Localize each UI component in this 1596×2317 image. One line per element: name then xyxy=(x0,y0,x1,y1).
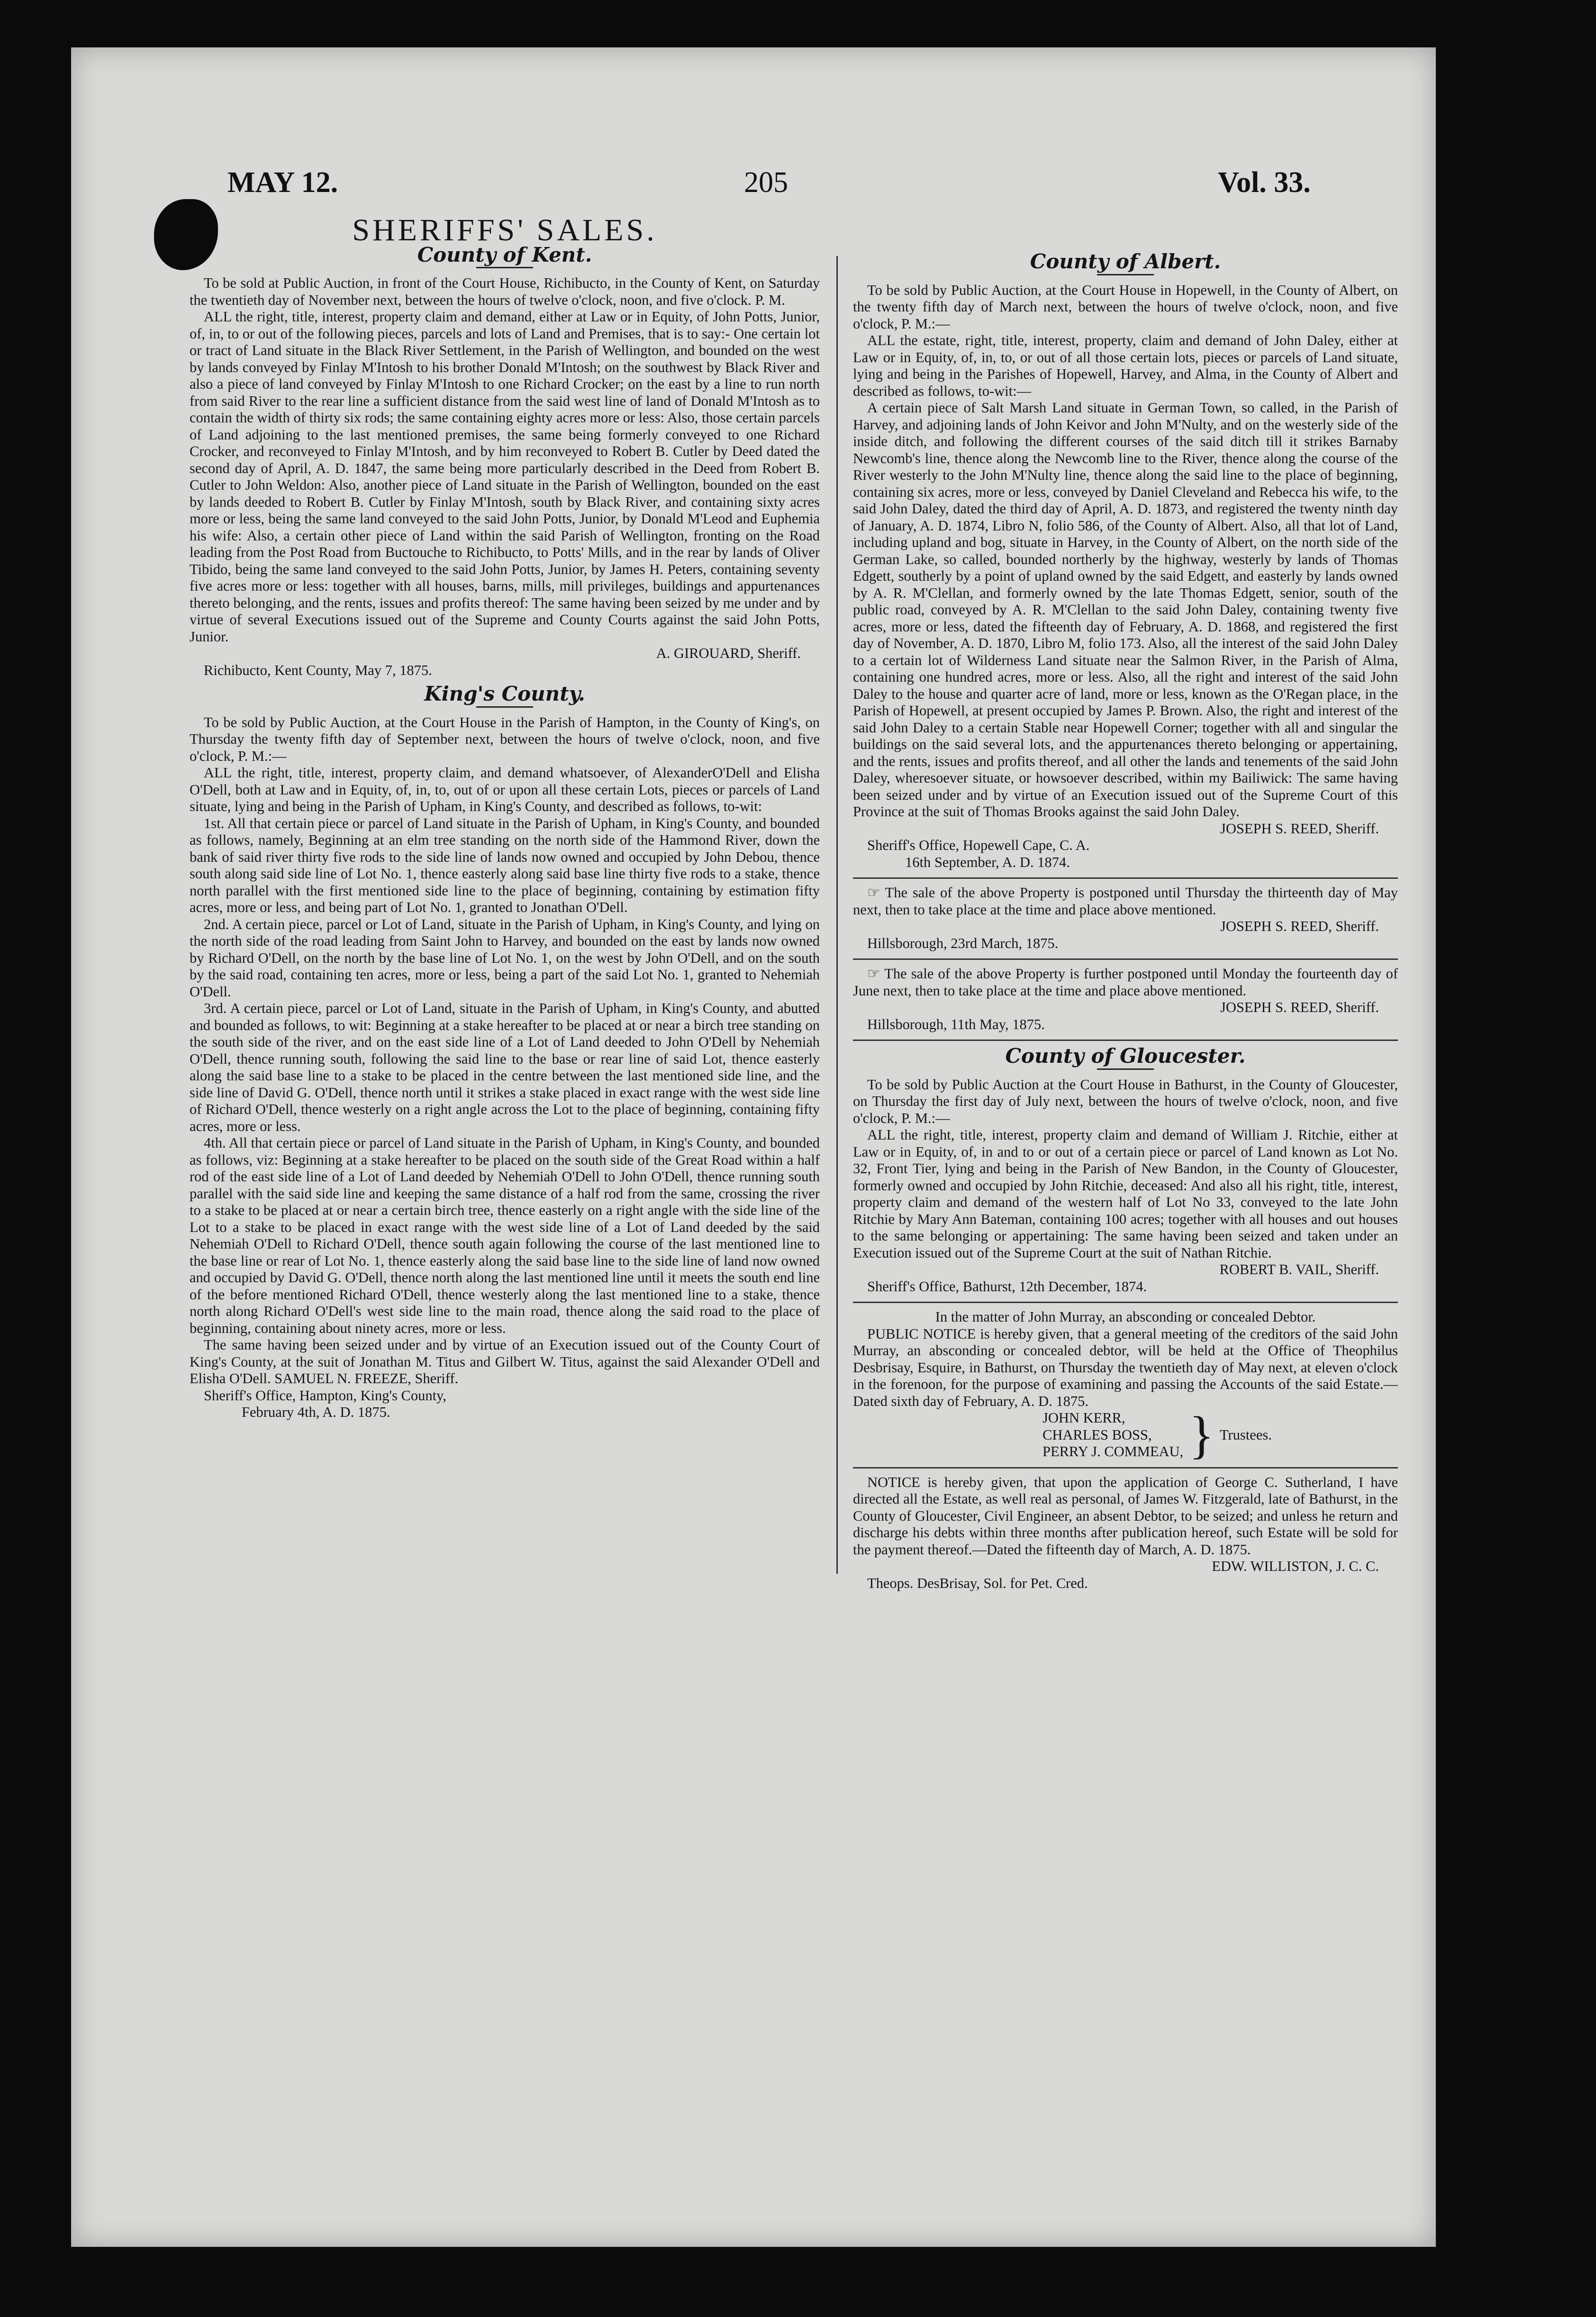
solicitor-line: Theops. DesBrisay, Sol. for Pet. Cred. xyxy=(867,1575,1088,1591)
kings-paragraph: To be sold by Public Auction, at the Court House in the Parish of Hampton, in the County of King's, on Thursday the twenty fifth day of September next, between the hours of twelve o'clock, noon, and five o'clock, P. M.:— xyxy=(190,714,820,764)
kings-paragraph: The same having been seized under and by virtue of an Execution issued out of the County Court of King's County, at the suit of Jonathan M. Titus and Gilbert W. Titus, against the said Alexander O'Dell and Elisha O'Dell. SAMUEL N. FREEZE, Sheriff. xyxy=(190,1337,820,1387)
kings-dateline: February 4th, A. D. 1875. xyxy=(242,1404,390,1420)
kings-paragraph: 4th. All that certain piece or parcel of Land situate in the Parish of Upham, in King's County, and bounded as follows, viz: Beginning at a stake hereafter to be placed on the south side of the Great Road within a half rod of the east side line of a Lot of Land deeded by Nehemiah O'Dell to John O'Dell, thence running south parallel with the said side line and keeping the same distance of a half rod from the same, crossing the river to a stake to be placed at or near a certain birch tree, thence easterly on a right angle with the side line of the Lot to a stake to be placed in exact range with the west side line of a Lot of Land deeded by the said Nehemiah O'Dell to Richard O'Dell, thence south again following the course of the last mentioned line to the base line or rear of Lot No. 1, thence easterly along the said base line to the side line of land now owned and occupied by David G. O'Dell, thence north along the last mentioned line until it meets the south end line of the before mentioned Richard O'Dell, thence westerly along the last mentioned line to a stake, thence north along Richard O'Dell's west side line to the main road, thence along the said road to the place of beginning, containing about ninety acres, more or less. xyxy=(190,1135,820,1336)
kings-paragraph: ALL the right, title, interest, property claim, and demand whatsoever, of AlexanderO'Dell and Elisha O'Dell, both at Law and in Equity, of, in, to, out of or upon all these certain Lots, pieces or parcels of Land situate, lying and being in the Parish of Upham, in King's County, and described as follows, to-wit: xyxy=(190,765,820,814)
kent-paragraph: To be sold at Public Auction, in front of the Court House, Richibucto, in the County of Kent, on Saturday the twentieth day of November next, between the hours of twelve o'clock, noon, and five o'clock. P. M. xyxy=(190,275,820,308)
albert-signature: JOSEPH S. REED, Sheriff. xyxy=(1220,820,1379,837)
fitzgerald-notice: NOTICE is hereby given, that upon the application of George C. Sutherland, I have directed all the Estate, as well real as personal, of James W. Fitzgerald, late of Bathurst, in the County of Gloucester, Civil Engineer, an absent Debtor, to be seized; and unless he return and discharge his debts within three months after publication hereof, such Estate will be sold for the payment thereof.—Dated the fifteenth day of March, A. D. 1875. xyxy=(853,1474,1398,1558)
kings-office: Sheriff's Office, Hampton, King's County, xyxy=(204,1387,446,1404)
trustees-block xyxy=(1043,1406,1398,1464)
section-divider xyxy=(853,1302,1398,1303)
fitzgerald-signature: EDW. WILLISTON, J. C. C. xyxy=(1212,1558,1379,1574)
section-divider xyxy=(853,1467,1398,1469)
kent-dateline: Richibucto, Kent County, May 7, 1875. xyxy=(204,662,432,678)
column-divider xyxy=(836,256,838,1574)
albert-paragraph: ALL the estate, right, title, interest, property, claim and demand of John Daley, either at Law or in Equity, of, in, to, or out of all those certain lots, pieces or parcels of Land situate, lying and being in the Parishes of Hopewell, Harvey, and Alma, in the County of Albert and described as follows, to-wit:— xyxy=(853,332,1398,399)
left-column xyxy=(190,213,820,1421)
heading-rule xyxy=(476,267,533,268)
postponement-signature: JOSEPH S. REED, Sheriff. xyxy=(1220,918,1379,934)
gloucester-dateline: Sheriff's Office, Bathurst, 12th December, 1874. xyxy=(867,1278,1147,1295)
albert-dateline: 16th September, A. D. 1874. xyxy=(905,854,1070,870)
volume-number: Vol. 33. xyxy=(1218,166,1311,199)
albert-paragraph: A certain piece of Salt Marsh Land situate in German Town, so called, in the Parish of Harvey, and adjoining lands of John Keivor and John M'Nulty, and on the westerly side of the inside ditch, and following the different courses of the said ditch till it strikes Barnaby Newcomb's line, thence along the Newcomb line to the River, thence along the course of the River westerly to the John M'Nulty line, thence along the said line to the place of beginning, containing six acres, more or less, conveyed by Daniel Cleveland and Rebecca his wife, to the said John Daley, dated the third day of April, A. D. 1873, and registered the twenty ninth day of January, A. D. 1874, Libro N, folio 586, of the County of Albert. Also, all that lot of Land, including upland and bog, situate in Harvey, in the County of Albert, on the north side of the German Lake, so called, bounded northerly by the highway, westerly by lands of Thomas Edgett, southerly by a point of upland owned by the said Edgett, and easterly by lands owned by A. R. M'Clellan, and formerly owned by the late Thomas Edgett, senior, south of the public road, conveyed by A. R. M'Clellan to the said John Daley, containing twenty five acres, more or less, dated the fifteenth day of February, A. D. 1868, and registered the first day of November, A. D. 1870, Libro M, folio 173. Also, all the interest of the said John Daley to a certain lot of Wilderness Land situate near the Salmon River, in the Parish of Alma, containing one hundred acres, more or less. Also, all the right and interest of the said John Daley to the house and quarter acre of land, more or less, known as the O'Regan place, in the Parish of Hopewell, at present occupied by James P. Brown. Also, the right and interest of the said John Daley to a certain Stable near Hopewell Corner; together with all and singular the buildings on the said several lots, and the appurtenances thereto belonging or appertaining, and the rents, issues and profits thereof, and all other the lands and tenements of the said John Daley, wheresoever situate, or howsoever described, within my Bailiwick: The same having been seized under and by virtue of an Execution issued out of the Supreme Court of this Province at the suit of Thomas Brooks against the said John Daley. xyxy=(853,400,1398,820)
trustee-name: JOHN KERR, xyxy=(1043,1410,1125,1426)
postponement-signature: JOSEPH S. REED, Sheriff. xyxy=(1220,999,1379,1015)
trustee-name: PERRY J. COMMEAU, xyxy=(1043,1443,1184,1460)
trustees-label: Trustees. xyxy=(1219,1426,1272,1443)
murray-heading: In the matter of John Murray, an absconding or concealed Debtor. xyxy=(935,1309,1316,1325)
heading-rule xyxy=(1097,274,1154,275)
heading-rule xyxy=(476,706,533,708)
gloucester-heading: County of Gloucester. xyxy=(1005,1044,1246,1067)
right-column xyxy=(853,246,1398,1592)
trustee-name: CHARLES BOSS, xyxy=(1043,1426,1152,1443)
albert-heading: County of Albert. xyxy=(1030,250,1221,273)
heading-rule xyxy=(1097,1068,1154,1070)
gloucester-paragraph: ALL the right, title, interest, property claim and demand of William J. Ritchie, either at Law or in Equity, of, in and to or out of a certain piece or parcel of Land known as Lot No. 32, Front Tier, lying and being in the Parish of New Bandon, in the County of Gloucester, formerly owned and occupied by John Ritchie, deceased: And also all his right, title, interest, property claim and demand of the western half of Lot No 33, conveyed to the late John Ritchie by Mary Ann Bateman, containing 100 acres; together with all houses and out houses to the same belonging or appertaining: The same having been seized and taken under an Execution issued out of the Supreme Court at the suit of Nathan Ritchie. xyxy=(853,1127,1398,1261)
document-page xyxy=(71,47,1436,2247)
albert-paragraph: To be sold by Public Auction, at the Court House in Hopewell, in the County of Albert, on the twenty fifth day of March next, between the hours of twelve o'clock, noon, and five o'clock, P. M.:— xyxy=(853,282,1398,332)
kent-paragraph: ALL the right, title, interest, property claim and demand, either at Law or in Equity, of John Potts, Junior, of, in, to or out of the following pieces, parcels and lots of Land and Premises, that is to say:- One certain lot or tract of Land situate in the Black River Settlement, in the Parish of Wellington, and bounded on the west by lands conveyed by Finlay M'Intosh to his brother Donald M'Intosh; on the southwest by Black River and also a piece of land conveyed by Finlay M'Intosh to one Richard Crocker; on the east by a line to run north from said River to the rear line a sufficient distance from the said west line of land of Donald M'Intosh as to contain the width of thirty six rods; the same containing eighty acres more or less: Also, those certain parcels of Land adjoining to the last mentioned premises, the same being formerly conveyed to one Richard Crocker, and reconveyed to Finlay M'Intosh, and by him reconveyed to Robert B. Cutler by Deed dated the second day of April, A. D. 1847, the same being more particularly described in the Deed from Robert B. Cutler to John Weldon: Also, another piece of Land situate in the Parish of Wellington, bounded on the east by lands deeded to Robert B. Cutler by Finlay M'Intosh, south by Black River, and containing sixty acres more or less, being the same land conveyed to the said John Potts, Junior, by Donald M'Leod and Euphemia his wife: Also, a certain other piece of Land within the said Parish of Wellington, fronting on the Road leading from the Post Road from Buctouche to Richibucto, to Potts' Mills, and in the rear by lands of Oliver Tibido, being the same land conveyed to the said John Potts, Junior, by James H. Peters, containing seventy five acres more or less: together with all houses, barns, mills, mill privileges, buildings and appurtenances thereto belonging, and the rents, issues and profits thereof: The same having been seized by me under and by virtue of several Executions issued out of the Supreme and County Courts against the said John Potts, Junior. xyxy=(190,309,820,645)
kings-heading: King's County. xyxy=(424,682,585,705)
murray-notice: PUBLIC NOTICE is hereby given, that a general meeting of the creditors of the said John Murray, an absconding or concealed debtor, will be held at the Office of Theophilus Desbrisay, Esquire, in Bathurst, on Thursday the twentieth day of May next, at eleven o'clock in the forenoon, for the purpose of examining and passing the Accounts of the said Estate.—Dated sixth day of February, A. D. 1875. xyxy=(853,1325,1398,1409)
postponement-dateline: Hillsborough, 11th May, 1875. xyxy=(867,1016,1045,1032)
section-title: SHERIFFS' SALES. xyxy=(352,213,657,247)
kings-paragraph: 2nd. A certain piece, parcel or Lot of Land, situate in the Parish of Upham, in King's County, and lying on the north side of the road leading from Saint John to Harvey, and bounded on the east by lands now owned by Richard O'Dell, on the north by the base line of Lot No. 1, on the west by John O'Dell, and on the south by the said road, containing ten acres, more or less, being a part of the said Lot No. 1, granted to Nehemiah O'Dell. xyxy=(190,916,820,1000)
section-divider xyxy=(853,877,1398,879)
postponement-notice: ☞ The sale of the above Property is postponed until Thursday the thirteenth day of May next, then to take place at the time and place above mentioned. xyxy=(853,885,1398,918)
kent-signature: A. GIROUARD, Sheriff. xyxy=(656,645,801,661)
postponement-dateline: Hillsborough, 23rd March, 1875. xyxy=(867,935,1059,951)
section-divider xyxy=(853,958,1398,960)
issue-date: MAY 12. xyxy=(227,166,338,199)
brace-glyph: } xyxy=(1189,1406,1214,1464)
page-number: 205 xyxy=(744,166,788,199)
trustee-names xyxy=(1043,1410,1183,1460)
kings-paragraph: 3rd. A certain piece, parcel or Lot of Land, situate in the Parish of Upham, in King's County, and abutted and bounded as follows, to wit: Beginning at a stake hereafter to be placed at or near a birch tree standing on the south side of the river, and on the east side line of a Lot of Land deeded to John O'Dell by Nehemiah O'Dell, thence running south, following the said line to the base or rear line of said Lot, thence easterly along the said base line to a stake to be placed in the centre between the last mentioned side line, and the side line of David G. O'Dell, thence north until it strikes a stake placed in exact range with the west side line of Richard O'Dell, thence westerly on a right angle across the Lot to the place of beginning, containing fifty acres, more or less. xyxy=(190,1000,820,1134)
section-divider xyxy=(853,1040,1398,1041)
kent-heading: County of Kent. xyxy=(417,243,592,266)
kings-paragraph: 1st. All that certain piece or parcel of Land situate in the Parish of Upham, in King's County, and bounded as follows, namely, Beginning at an elm tree standing on the north side of the Hammond River, down the bank of said river thirty five rods to the side line of lands now owned and occupied by John Debou, thence south along said side line of Lot No. 1, thence easterly along said base line thirty five rods to a stake, thence north parallel with the first mentioned side line to the place of beginning, containing by estimation fifty acres, more or less, and being part of Lot No. 1, granted to Jonathan O'Dell. xyxy=(190,815,820,915)
gloucester-signature: ROBERT B. VAIL, Sheriff. xyxy=(1219,1261,1379,1277)
albert-office: Sheriff's Office, Hopewell Cape, C. A. xyxy=(867,837,1090,853)
gloucester-paragraph: To be sold by Public Auction at the Court House in Bathurst, in the County of Gloucester, on Thursday the first day of July next, between the hours of twelve o'clock, noon, and five o'clock, P. M.:— xyxy=(853,1076,1398,1126)
postponement-notice: ☞ The sale of the above Property is further postponed until Monday the fourteenth day of June next, then to take place at the time and place above mentioned. xyxy=(853,966,1398,999)
